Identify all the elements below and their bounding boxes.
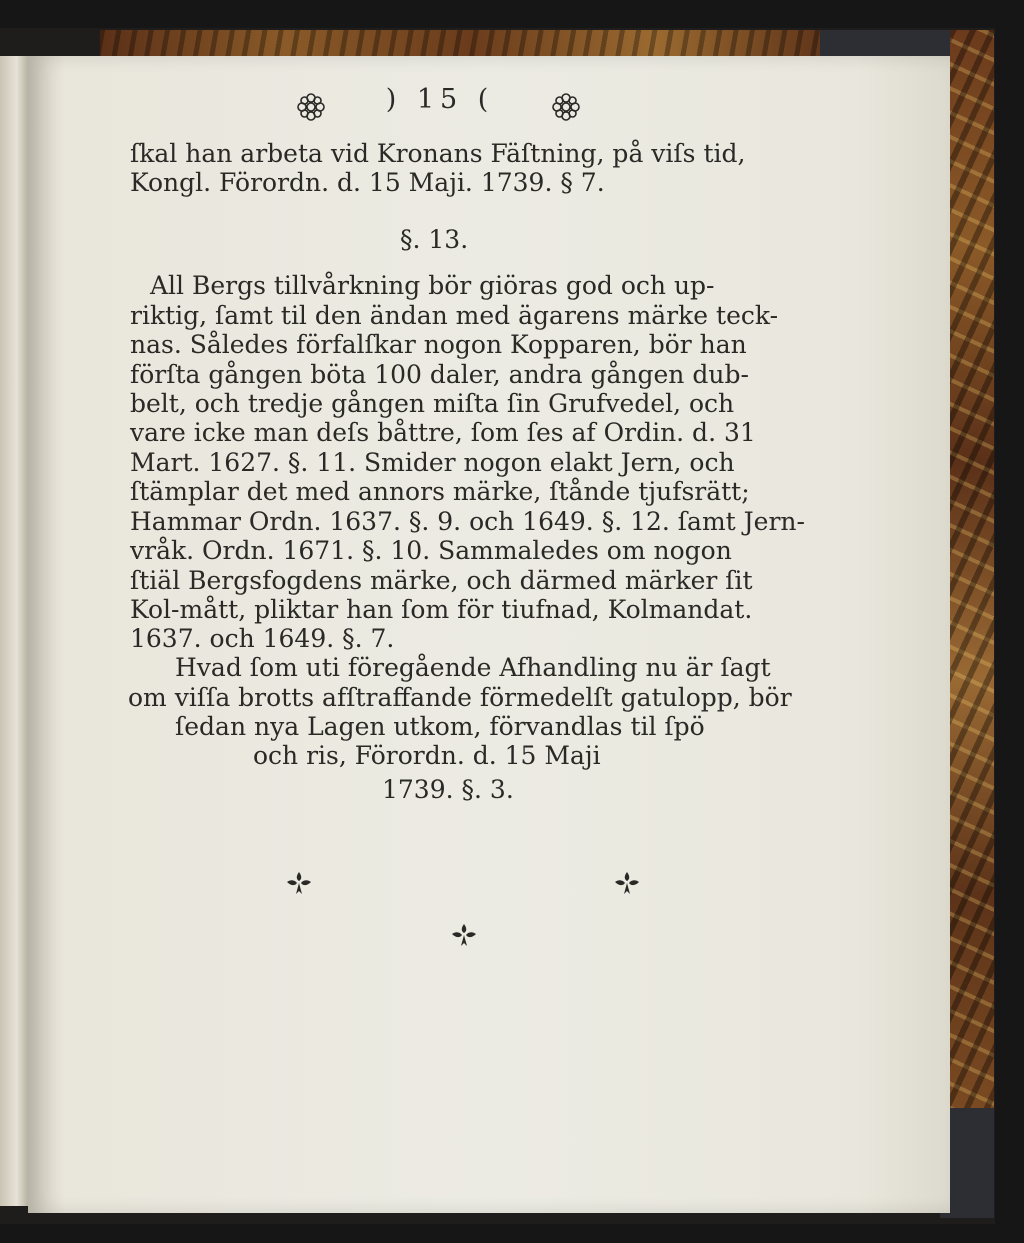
fleuron-icon bbox=[612, 868, 642, 898]
text-line: Kongl. Förordn. d. 15 Maji. 1739. § 7. bbox=[130, 168, 605, 197]
text-line: förſta gången böta 100 daler, andra gången dub- bbox=[130, 360, 749, 389]
text-line: riktig, ſamt til den ändan med ägarens märke teck- bbox=[130, 301, 779, 330]
marbled-top-edge bbox=[100, 30, 840, 58]
text-line: ſedan nya Lagen utkom, förvandlas til ſpö bbox=[175, 712, 705, 741]
text-line: ſtiäl Bergsfogdens märke, och därmed märker ſit bbox=[130, 566, 753, 595]
text-line: Kol-mått, pliktar han ſom för tiufnad, Kolmandat. bbox=[130, 595, 753, 624]
text-line: Hvad ſom uti föregående Afhandling nu är ſagt bbox=[175, 653, 771, 682]
text-line: Mart. 1627. §. 11. Smider nogon elakt Jern, och bbox=[130, 448, 735, 477]
text-line: vråk. Ordn. 1671. §. 10. Sammaledes om nogon bbox=[130, 536, 732, 565]
fleuron-icon bbox=[449, 920, 479, 950]
text-line: 1739. §. 3. bbox=[382, 775, 514, 804]
rosette-icon bbox=[551, 92, 581, 122]
marbled-board-edge bbox=[950, 30, 994, 1110]
facing-page-edge bbox=[0, 56, 28, 1206]
text-line: ſtämplar det med annors märke, ſtånde tjufsrätt; bbox=[130, 477, 750, 506]
text-line: vare icke man deſs båttre, ſom ſes af Ordin. d. 31 bbox=[130, 418, 756, 447]
text-line: 1637. och 1649. §. 7. bbox=[130, 624, 395, 653]
text-line: ſkal han arbeta vid Kronans Fäſtning, på viſs tid, bbox=[130, 139, 746, 168]
text-line: All Bergs tillvårkning bör giöras god och up- bbox=[150, 271, 715, 300]
rosette-icon bbox=[296, 92, 326, 122]
text-line: och ris, Förordn. d. 15 Maji bbox=[253, 741, 601, 770]
running-head: ) 15 ( bbox=[385, 84, 495, 115]
section-heading: §. 13. bbox=[400, 225, 469, 254]
text-line: om viſſa brotts afſtraffande förmedelſt gatulopp, bör bbox=[128, 683, 792, 712]
fleuron-icon bbox=[284, 868, 314, 898]
text-line: nas. Således förfalſkar nogon Kopparen, bör han bbox=[130, 330, 747, 359]
text-line: belt, och tredje gången miſta ſin Grufvedel, och bbox=[130, 389, 735, 418]
text-line: Hammar Ordn. 1637. §. 9. och 1649. §. 12. ſamt Jern- bbox=[130, 507, 805, 536]
